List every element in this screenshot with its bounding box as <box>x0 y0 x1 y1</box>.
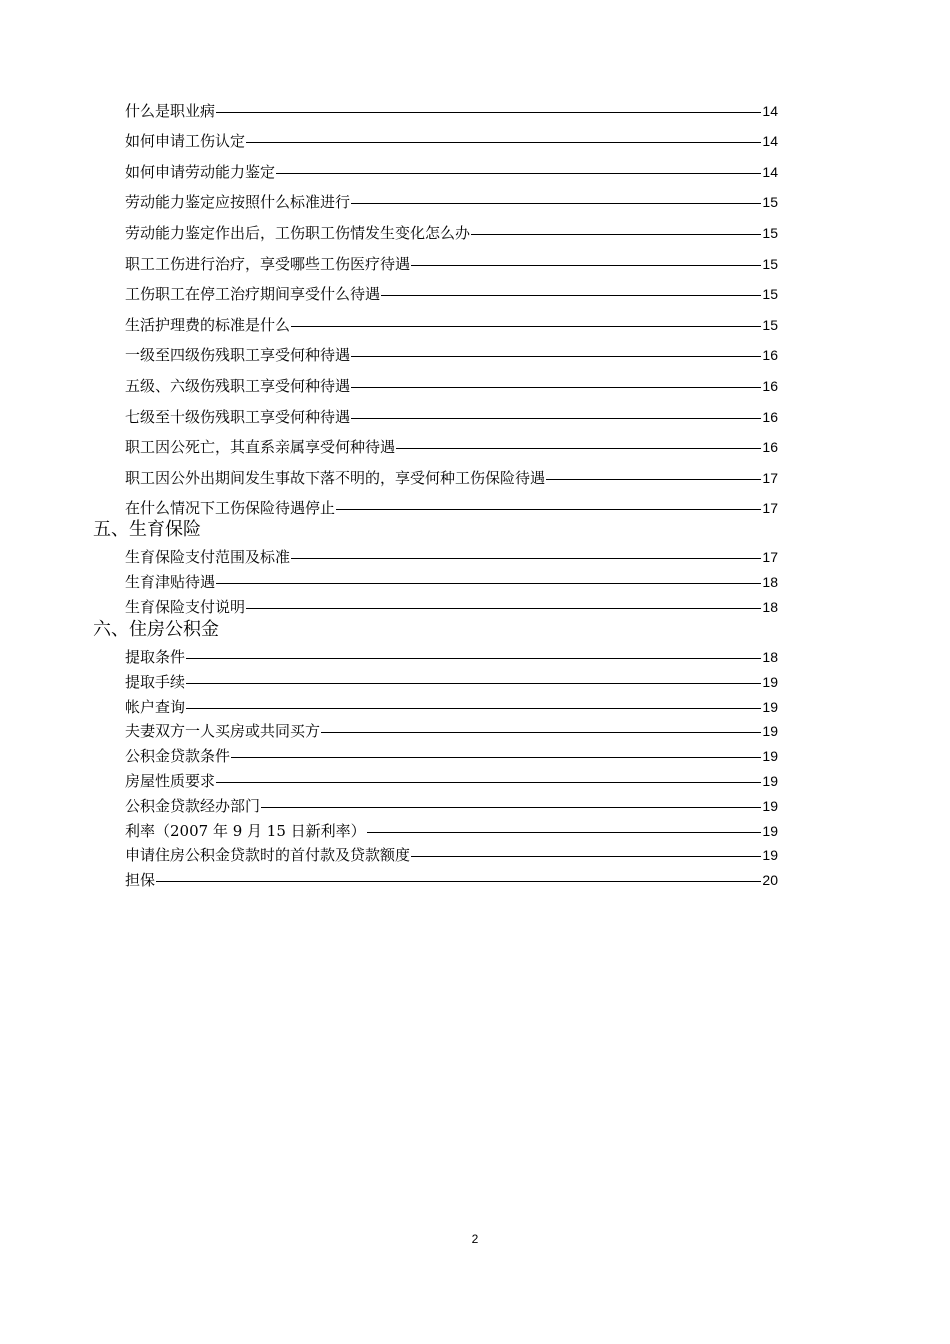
toc-entry-page: 14 <box>762 164 778 180</box>
toc-entry-page: 16 <box>762 378 778 394</box>
toc-entry[interactable] <box>125 497 778 519</box>
toc-entry[interactable] <box>125 596 778 618</box>
toc-leader-line <box>186 683 761 684</box>
toc-entry-page: 15 <box>762 194 778 210</box>
toc-entry-title: 劳动能力鉴定作出后，工伤职工伤情发生变化怎么办 <box>125 224 471 242</box>
toc-entry-page: 15 <box>762 286 778 302</box>
toc-entry[interactable] <box>125 314 778 336</box>
toc-entry[interactable] <box>125 436 778 458</box>
toc-entry[interactable] <box>125 646 778 668</box>
toc-entry-page: 17 <box>762 549 778 565</box>
toc-leader-line <box>216 782 761 783</box>
toc-leader-line <box>336 509 761 510</box>
toc-entry[interactable] <box>125 161 778 183</box>
toc-entry-page: 16 <box>762 439 778 455</box>
toc-leader-line <box>367 832 762 833</box>
toc-leader-line <box>351 203 761 204</box>
toc-entry[interactable] <box>125 869 778 891</box>
toc-entry[interactable] <box>125 467 778 489</box>
toc-entry-title: 帐户查询 <box>125 698 186 716</box>
toc-entry-page: 16 <box>762 347 778 363</box>
toc-leader-line <box>546 479 761 480</box>
toc-entry-title: 公积金贷款条件 <box>125 747 231 765</box>
toc-entry[interactable] <box>125 100 778 122</box>
toc-leader-line <box>186 708 761 709</box>
toc-entry-title: 生活护理费的标准是什么 <box>125 316 291 334</box>
toc-entry[interactable] <box>125 283 778 305</box>
toc-entry[interactable] <box>125 795 778 817</box>
toc-leader-line <box>291 558 761 559</box>
toc-entry[interactable] <box>125 344 778 366</box>
toc-entry-title: 工伤职工在停工治疗期间享受什么待遇 <box>125 285 381 303</box>
toc-entry-title: 如何申请劳动能力鉴定 <box>125 163 276 181</box>
toc-entry-title: 担保 <box>125 871 156 889</box>
toc-leader-line <box>231 757 761 758</box>
toc-entry[interactable] <box>125 844 778 866</box>
toc-entry[interactable] <box>125 130 778 152</box>
toc-entry[interactable] <box>125 375 778 397</box>
toc-entry[interactable] <box>125 720 778 742</box>
toc-entry-page: 14 <box>762 103 778 119</box>
toc-entry-page: 17 <box>762 500 778 516</box>
toc-entry[interactable] <box>125 191 778 213</box>
toc-leader-line <box>246 142 761 143</box>
toc-entry-title: 七级至十级伤残职工享受何种待遇 <box>125 408 351 426</box>
toc-leader-line <box>381 295 761 296</box>
toc-leader-line <box>351 387 761 388</box>
toc-leader-line <box>261 807 761 808</box>
section-heading-housing-fund[interactable]: 六、住房公积金 <box>93 619 219 640</box>
toc-entry[interactable] <box>125 671 778 693</box>
toc-entry-page: 18 <box>762 599 778 615</box>
toc-leader-line <box>471 234 761 235</box>
toc-entry-page: 19 <box>762 723 778 739</box>
toc-entry[interactable] <box>125 820 778 842</box>
toc-leader-line <box>156 881 761 882</box>
toc-entry-page: 17 <box>762 470 778 486</box>
toc-leader-line <box>411 856 761 857</box>
toc-leader-line <box>186 658 761 659</box>
toc-entry-title: 提取手续 <box>125 673 186 691</box>
toc-entry-title: 房屋性质要求 <box>125 772 216 790</box>
toc-entry[interactable] <box>125 222 778 244</box>
toc-entry-title: 在什么情况下工伤保险待遇停止 <box>125 499 336 517</box>
toc-leader-line <box>351 356 761 357</box>
toc-entry[interactable] <box>125 406 778 428</box>
toc-entry-page: 14 <box>762 133 778 149</box>
toc-entry-page: 16 <box>762 409 778 425</box>
toc-entry-title: 生育津贴待遇 <box>125 573 216 591</box>
toc-entry-page: 15 <box>762 225 778 241</box>
section-heading-maternity-insurance[interactable]: 五、生育保险 <box>93 519 201 540</box>
toc-entry-title: 职工工伤进行治疗，享受哪些工伤医疗待遇 <box>125 255 411 273</box>
toc-entry-title: 如何申请工伤认定 <box>125 132 246 150</box>
toc-leader-line <box>411 265 761 266</box>
toc-entry-title: 劳动能力鉴定应按照什么标准进行 <box>125 193 351 211</box>
toc-entry-page: 19 <box>762 823 778 839</box>
toc-entry-title: 生育保险支付范围及标准 <box>125 548 291 566</box>
toc-entry-title: 利率（2007 年 9 月 15 日新利率） <box>125 822 366 840</box>
toc-entry-title: 什么是职业病 <box>125 102 216 120</box>
toc-entry-page: 19 <box>762 773 778 789</box>
toc-entry[interactable] <box>125 253 778 275</box>
toc-entry-page: 19 <box>762 798 778 814</box>
toc-entry-page: 19 <box>762 699 778 715</box>
toc-entry[interactable] <box>125 571 778 593</box>
toc-entry-title: 提取条件 <box>125 648 186 666</box>
toc-leader-line <box>396 448 761 449</box>
toc-entry[interactable] <box>125 546 778 568</box>
toc-leader-line <box>246 608 761 609</box>
toc-entry[interactable] <box>125 745 778 767</box>
toc-entry-page: 20 <box>762 872 778 888</box>
toc-entry-title: 生育保险支付说明 <box>125 598 246 616</box>
toc-leader-line <box>351 418 761 419</box>
toc-entry-title: 职工因公死亡，其直系亲属享受何种待遇 <box>125 438 396 456</box>
toc-entry-page: 18 <box>762 574 778 590</box>
toc-entry-page: 18 <box>762 649 778 665</box>
toc-entry-title: 一级至四级伤残职工享受何种待遇 <box>125 346 351 364</box>
toc-entry-page: 19 <box>762 674 778 690</box>
toc-entry-page: 15 <box>762 317 778 333</box>
toc-entry-title: 夫妻双方一人买房或共同买方 <box>125 722 321 740</box>
toc-entry-title: 申请住房公积金贷款时的首付款及贷款额度 <box>125 846 411 864</box>
toc-entry-title: 公积金贷款经办部门 <box>125 797 261 815</box>
toc-entry-title: 职工因公外出期间发生事故下落不明的，享受何种工伤保险待遇 <box>125 469 546 487</box>
toc-leader-line <box>291 326 761 327</box>
toc-entry[interactable] <box>125 770 778 792</box>
toc-leader-line <box>276 173 761 174</box>
toc-leader-line <box>216 112 761 113</box>
toc-leader-line <box>216 583 761 584</box>
toc-leader-line <box>321 732 761 733</box>
toc-entry-page: 19 <box>762 748 778 764</box>
toc-entry-page: 15 <box>762 256 778 272</box>
page-number: 2 <box>471 1232 479 1246</box>
toc-entry-page: 19 <box>762 847 778 863</box>
toc-entry[interactable] <box>125 696 778 718</box>
toc-entry-title: 五级、六级伤残职工享受何种待遇 <box>125 377 351 395</box>
